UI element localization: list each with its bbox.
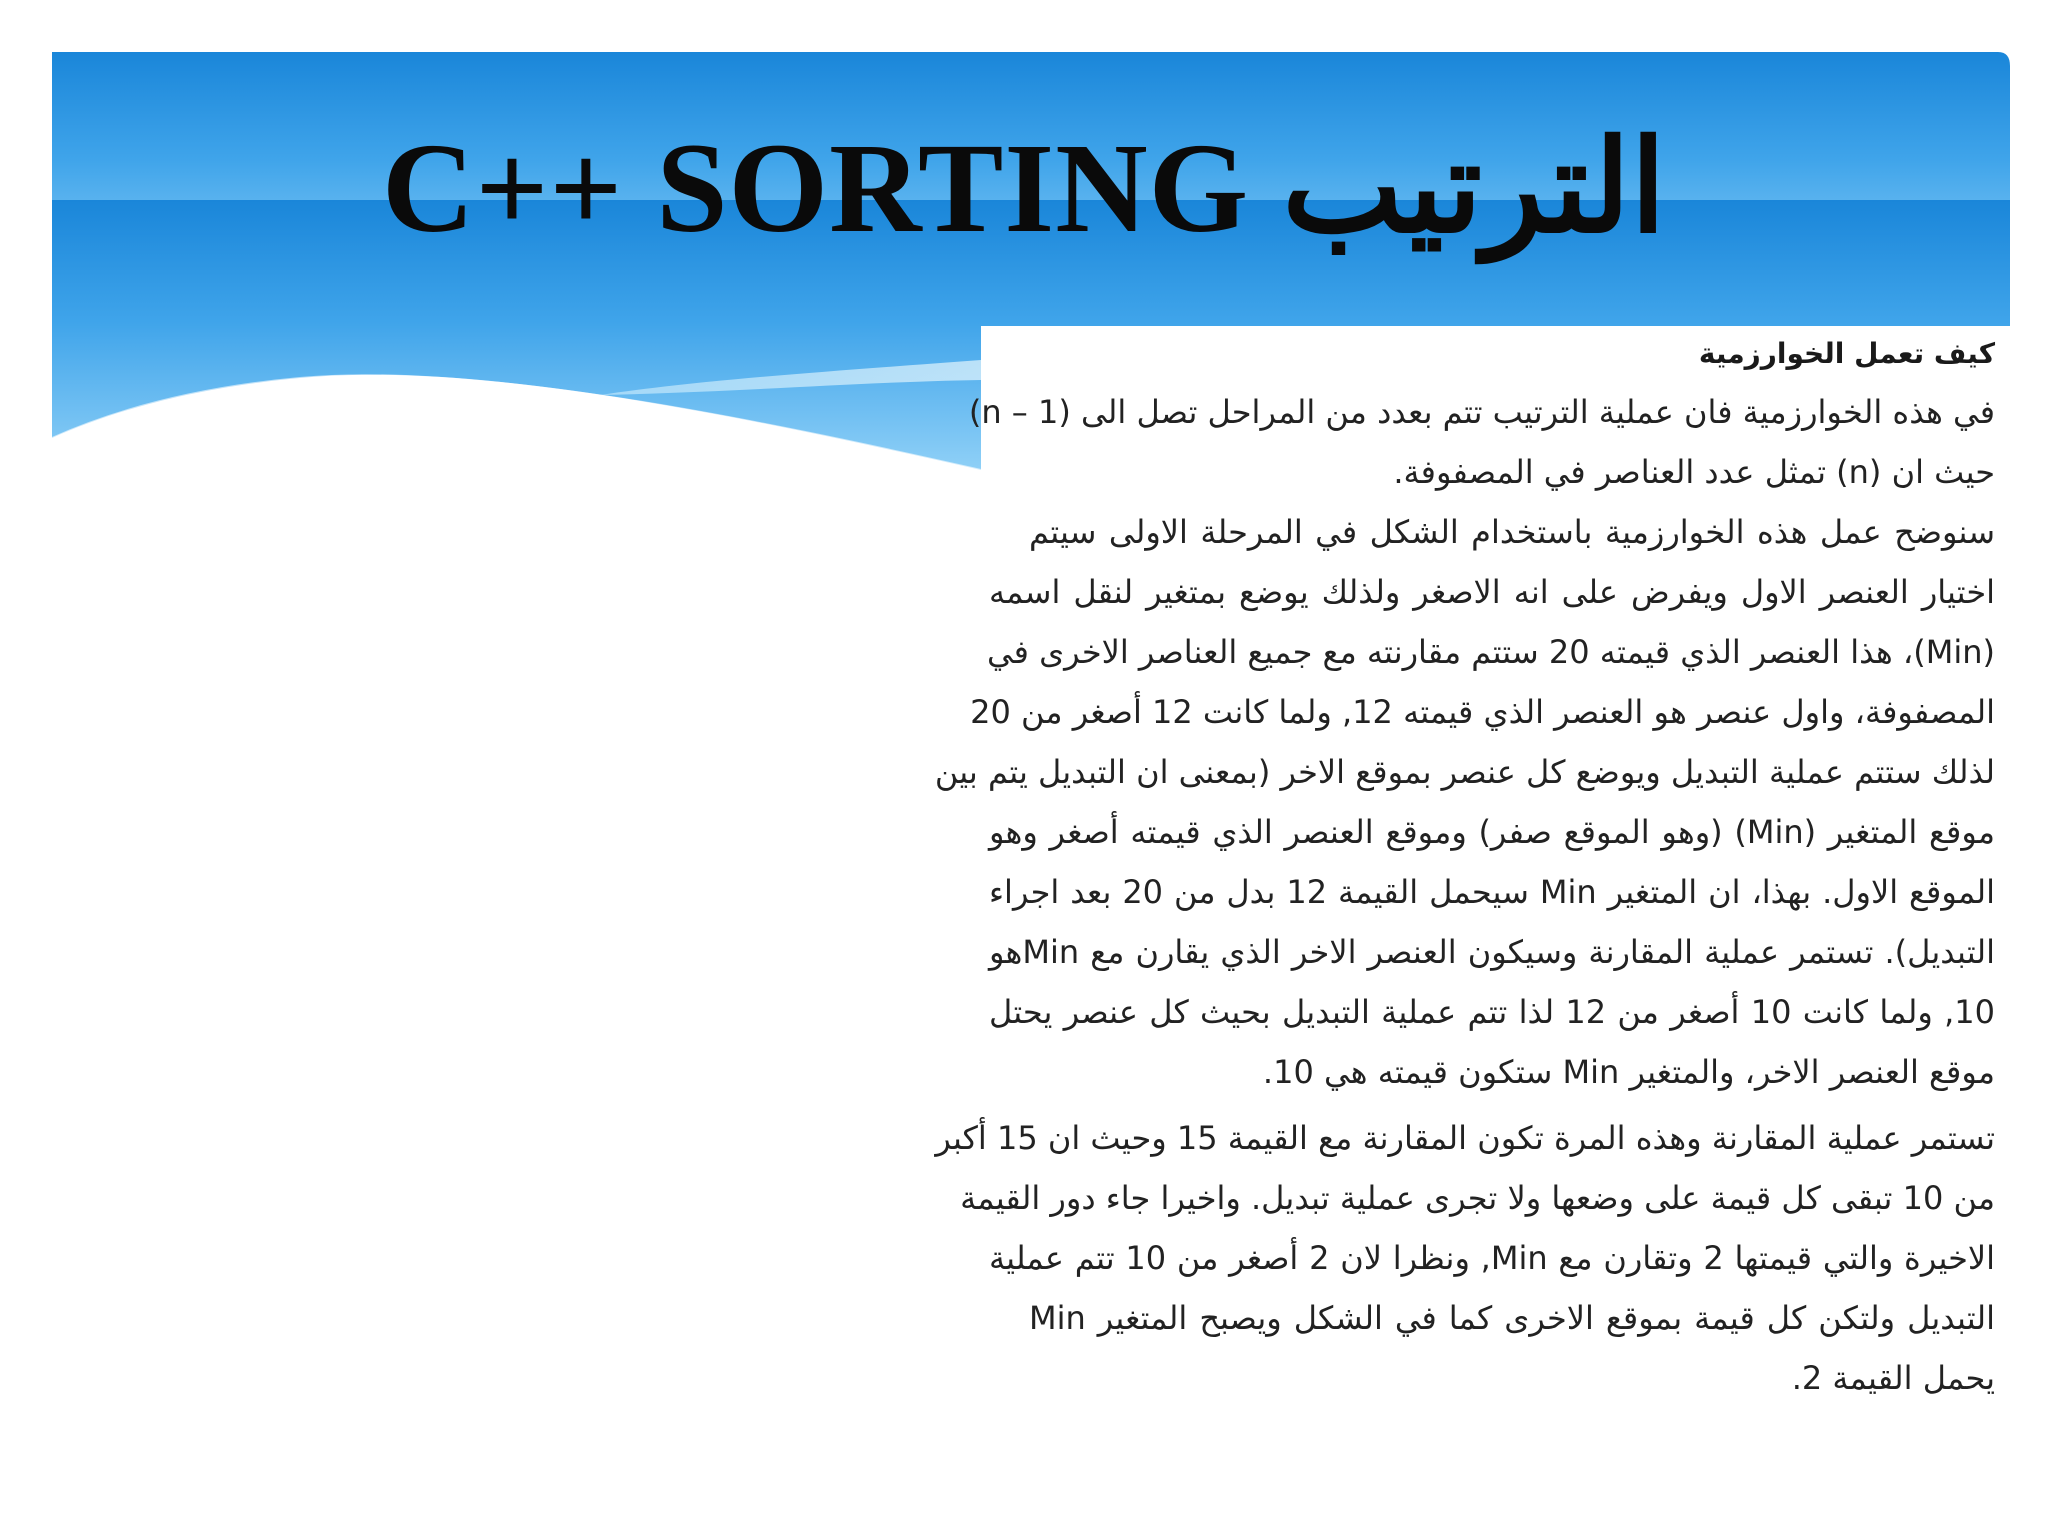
text-line: التبديل). تستمر عملية المقارنة وسيكون العنصر الاخر الذي يقارن مع Minهو bbox=[989, 933, 1995, 971]
slide-title: C++ SORTING الترتيب bbox=[382, 117, 1666, 259]
paragraph-1 bbox=[934, 382, 1996, 1102]
text-line: موقع العنصر الاخر، والمتغير Min ستكون قيمته هي 10. bbox=[1262, 1053, 1995, 1091]
text-line: المصفوفة، واول عنصر هو العنصر الذي قيمته 12, ولما كانت 12 أصغر من 20 bbox=[970, 693, 1995, 731]
text-line: تستمر عملية المقارنة وهذه المرة تكون المقارنة مع القيمة 15 وحيث ان 15 أكبر bbox=[935, 1119, 1995, 1157]
text-line: الاخيرة والتي قيمتها 2 وتقارن مع Min, ونظرا لان 2 أصغر من 10 تتم عملية bbox=[989, 1239, 1996, 1277]
text-line: اختيار العنصر الاول ويفرض على انه الاصغر ولذلك يوضع بمتغير لنقل اسمه bbox=[989, 573, 1995, 611]
text-line: حيث ان (n) تمثل عدد العناصر في المصفوفة. bbox=[1393, 453, 1995, 491]
text-line: سنوضح عمل هذه الخوارزمية باستخدام الشكل في المرحلة الاولى سيتم bbox=[1029, 513, 1995, 551]
text-line: من 10 تبقى كل قيمة على وضعها ولا تجرى عملية تبديل. واخيرا جاء دور القيمة bbox=[960, 1179, 1995, 1217]
text-line: موقع المتغير (Min) (وهو الموقع صفر) وموقع العنصر الذي قيمته أصغر وهو bbox=[989, 813, 1996, 851]
text-line: (Min)، هذا العنصر الذي قيمته 20 ستتم مقارنته مع جميع العناصر الاخرى في bbox=[986, 633, 1995, 671]
text-line: 10, ولما كانت 10 أصغر من 12 لذا تتم عملية التبديل بحيث كل عنصر يحتل bbox=[989, 993, 1996, 1031]
text-line: الموقع الاول. بهذا، ان المتغير Min سيحمل القيمة 12 بدل من 20 بعد اجراء bbox=[989, 873, 1996, 911]
text-line: التبديل ولتكن كل قيمة بموقع الاخرى كما في الشكل ويصبح المتغير Min bbox=[1029, 1299, 1995, 1337]
text-line: يحمل القيمة 2. bbox=[1791, 1359, 1995, 1397]
section-heading: كيف تعمل الخوارزمية bbox=[1698, 337, 1995, 370]
arabic-text-panel bbox=[934, 326, 2005, 1440]
text-line: في هذه الخوارزمية فان عملية الترتيب تتم بعدد من المراحل تصل الى (n – 1) bbox=[968, 393, 1995, 431]
paragraph-2 bbox=[935, 1108, 1996, 1408]
text-line: لذلك ستتم عملية التبديل ويوضع كل عنصر بموقع الاخر (بمعنى ان التبديل يتم بين bbox=[934, 753, 1995, 791]
